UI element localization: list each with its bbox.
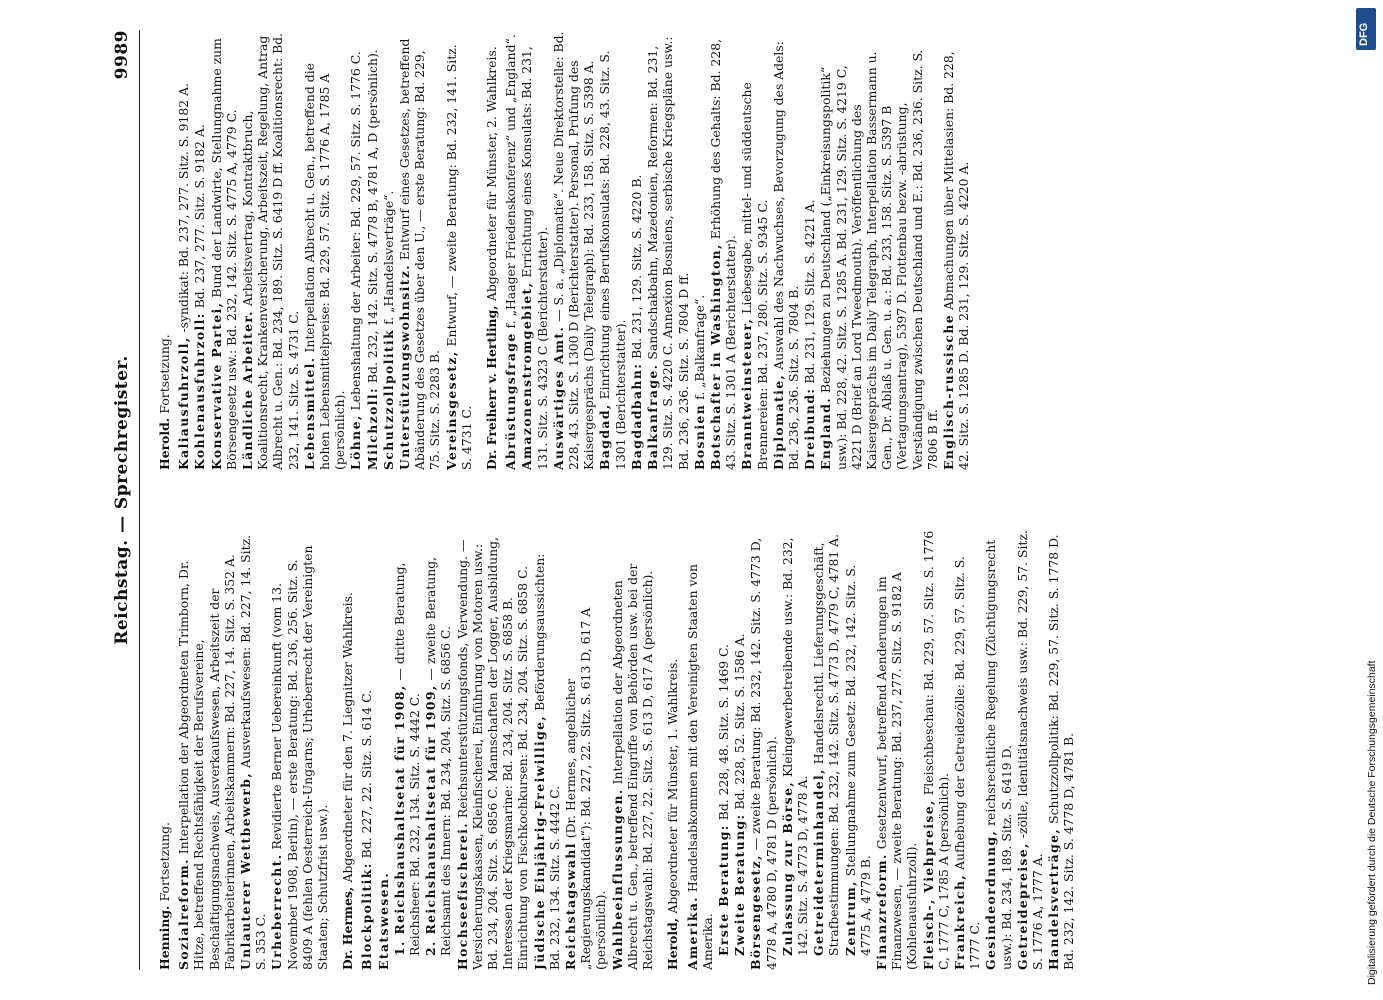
entry-references: Abgeordneter für Münster, 2. Wahlkreis. <box>484 46 500 302</box>
register-person-heading <box>157 30 172 470</box>
entry-keyword: Finanzreform. <box>873 853 889 970</box>
entry-keyword: Bosnien <box>691 403 707 470</box>
entry-keyword: Getreideterminhandel, <box>811 768 827 956</box>
entry-references: Errichtung eines Konsulats: Bd. 231, 131. Sitz. S. 4323 C (Berichterstatter). <box>519 46 550 470</box>
entry-references: — zweite Beratung: Bd. 232, 142. Sitz. S. 4773 D, 4778 A, 4780 D, 4781 D (persönlich). <box>748 537 779 970</box>
register-entry <box>952 530 982 970</box>
entry-keyword: Gesindeordnung, <box>983 829 999 970</box>
entry-keyword: Börsengesetz, <box>748 854 764 970</box>
entry-keyword: Konservative Partei, <box>208 301 224 470</box>
entry-references: Bd. 228, 48. Sitz. S. 1469 C. <box>715 643 731 821</box>
entry-references: Stellungnahme zum Gesetz: Bd. 232, 142. Sitz. S. 4775 A, 4779 B. <box>842 564 873 956</box>
entry-keyword: Blockpolitik: <box>359 862 375 970</box>
entry-references: Sandschakbahn, Mazedonien, Reformen: Bd. 231, 129. Sitz. S. 4220 C. Annexion Bosniens, serbische Kriegspläne usw.: Bd. 236, 236. Sitz. S. 7804 D ff. <box>645 36 691 470</box>
entry-keyword: Dr. Freiherr v. Hertling, <box>484 305 500 470</box>
entry-references: Lebenshaltung der Arbeiter: Bd. 229, 57. Sitz. S. 1776 C. <box>348 51 364 411</box>
register-entry <box>818 30 940 470</box>
entry-references: Gesetzentwurf, betreffend Aenderungen im Finanzwesen, — zweite Beratung: Bd. 237, 277. Sitz. S. 9182 A (Kohlenausfuhrzoll). <box>873 572 920 970</box>
digitization-note <box>1352 0 1380 1000</box>
entry-keyword: Henning. <box>157 905 172 970</box>
register-subentry <box>732 530 747 970</box>
entry-references: Revidierte Berner Uebereinkunft (vom 13. November 1908, Berlin), — erste Beratung: Bd. 236, 256. Sitz. S. 8409 A (fehlen Oesterreich-Ungarns; Urheberrecht der Vereinigten Staaten; Schutzfrist usw.). <box>269 545 331 970</box>
register-entry <box>209 30 239 470</box>
entry-references: Beförderungsaussichten: Bd. 232, 134. Sitz. S. 4442 C. <box>531 553 562 970</box>
entry-references: Abmachungen über Mittelasien: Bd. 228, 42. Sitz. S. 1285 D. Bd. 231, 129. Sitz. S. 4220 A. <box>940 51 972 470</box>
register-subentry <box>780 530 810 970</box>
entry-keyword: Kohlenausfuhrzoll: <box>192 312 208 470</box>
digitization-note-text: Digitalisierung gefördert durch die Deutsche Forschungsgemeinschaft <box>1366 660 1378 985</box>
entry-keyword: Fleisch-, Viehpreise, <box>920 799 936 970</box>
register-entry <box>692 30 707 470</box>
entry-references: Einrichtung eines Berufskonsulats: Bd. 228, 43. Sitz. S. 1301 (Berichterstatter). <box>597 50 628 470</box>
register-entry <box>941 30 971 470</box>
register-person-heading <box>340 530 355 970</box>
register-entry <box>708 30 738 470</box>
register-person-heading <box>484 30 499 470</box>
register-entry <box>192 30 207 470</box>
register-entry <box>532 530 562 970</box>
entry-keyword: England. <box>818 396 834 470</box>
entry-keyword: Herold, <box>665 917 681 970</box>
entry-references: — S. a. „Diplomatie“. Neue Direktorstelle: Bd. 228, 43. Sitz. S. 1300 D (Berichterstatter). Personal, Prüfung des Kaisergesprächs (Daily Telegraph): Bd. 233, 158. Sitz. S. 5398 A. <box>550 31 597 470</box>
entry-keyword: Kaliausfuhrzoll, <box>176 336 192 470</box>
entry-keyword: Balkanfrage. <box>645 363 661 470</box>
entry-references: Bund der Landwirte, Stellungnahme zum Börsengesetz usw.: Bd. 232, 142. Sitz. S. 4775 A, 4779 C. <box>208 38 239 470</box>
entry-keyword: Dr. Hermes, <box>340 886 356 970</box>
page-title: Reichstag. — Sprechregister. <box>112 355 132 645</box>
entry-keyword: Amazonenstromgebiet, <box>519 281 535 470</box>
entry-keyword: Erste Beratung: <box>715 824 731 956</box>
entry-references: — dritte Beratung, Reichsheer: Bd. 232, 134. Sitz. S. 4442 C. <box>391 562 423 956</box>
entry-keyword: Abrüstungsfrage <box>503 332 519 470</box>
entry-references: Fortsetzung. <box>157 334 172 414</box>
entry-references: f. „Handelsverträge“. <box>380 190 396 325</box>
entry-keyword: Unlauterer Wettbewerb, <box>238 771 254 970</box>
entry-references: Bd. 232, 142. Sitz. S. 4778 B, 4781 A, D (persönlich). <box>364 49 380 384</box>
entry-references: Schutzzollpolitik: Bd. 229, 57. Sitz. S. 1778 D. Bd. 232, 142. Sitz. S. 4778 D, 4781 B. <box>1046 534 1077 970</box>
entry-references: Bd. 227, 22. Sitz. S. 614 C. <box>359 689 375 859</box>
entry-keyword: Herold. <box>157 417 172 470</box>
entry-references: Bd. 231, 129. Sitz. S. 4220 B. <box>628 174 644 359</box>
entry-keyword: Etatswesen. <box>375 871 391 970</box>
register-subentry <box>811 530 841 970</box>
entry-keyword: Zulassung zur Börse, <box>779 780 795 956</box>
register-entry <box>645 30 691 470</box>
register-entry <box>238 530 268 970</box>
register-entry <box>597 30 627 470</box>
entry-references: Bd. 237, 277. Sitz. S. 9182 A. <box>192 124 208 309</box>
entry-keyword: Unterstützungswohnsitz. <box>397 264 413 470</box>
entry-keyword: Bagdadbahn: <box>628 362 644 470</box>
register-entry <box>519 30 549 470</box>
page-number: 9989 <box>112 30 132 80</box>
entry-keyword: Getreidepreise, <box>1014 842 1030 970</box>
entry-references: Bd. 231, 129. Sitz. S. 4221 A. <box>802 199 818 384</box>
entry-references: f. „Balkanfrage“. <box>691 294 707 400</box>
register-entry <box>1046 530 1076 970</box>
entry-references: Abgeordneter für den 7. Liegnitzer Wahlkreis. <box>340 592 356 883</box>
entry-references: -zölle, Identitätsnachweis usw.: Bd. 229, 57. Sitz. S. 1776 A, 1777 A. <box>1014 530 1045 970</box>
entry-references: Fleischbeschau: Bd. 229, 57. Sitz. S. 1776 C, 1777 C, 1785 A (persönlich). <box>920 530 951 970</box>
entry-keyword: Sozialreform. <box>176 858 192 970</box>
entry-references: — zweite Beratung, Reichsamt des Innern: Bd. 234, 204. Sitz. S. 6856 C. <box>423 556 454 956</box>
entry-keyword: Englisch-russische <box>940 313 956 470</box>
entry-keyword: 2. Reichshaushaltsetat für 1909, <box>423 684 439 956</box>
entry-references: reichsrechtliche Regelung (Züchtigungsrecht usw.): Bd. 234, 189. Sitz. S. 6419 D. <box>983 539 1014 970</box>
right-column <box>147 30 1383 470</box>
register-entry <box>503 30 518 470</box>
entry-keyword: Vereinsgesetz, <box>443 350 459 470</box>
entry-references: Kleingewerbetreibende usw.: Bd. 232, 142. Sitz. S. 4773 D, 4778 A. <box>779 537 810 956</box>
entry-references: Liebesgabe, mittel- und süddeutsche Brennereien: Bd. 237, 280. Sitz. S. 9345 C. <box>739 82 770 470</box>
entry-references: Interpellation Albrecht u. Gen., betreffend die hohen Lebensmittelpreise: Bd. 229, 57. Sitz. S. 1776 A, 1785 A (persönlich). <box>301 63 348 470</box>
register-entry <box>739 30 769 470</box>
register-subentry <box>423 530 453 970</box>
dfg-logo-icon: DFG <box>1356 8 1376 50</box>
register-entry <box>269 530 330 970</box>
entry-keyword: Frankreich, <box>951 873 967 970</box>
entry-keyword: Zentrum, <box>842 880 858 956</box>
register-entry <box>359 530 374 970</box>
register-entry <box>444 30 474 470</box>
entry-keyword: 1. Reichshaushaltsetat für 1908, <box>391 684 407 956</box>
entry-keyword: Urheberrecht. <box>269 853 285 970</box>
entry-references: Handelsrechtl. Lieferungsgeschäft, Strafbestimmungen: Bd. 232, 142. Sitz. S. 4773 D, 4779 C, 4781 A. <box>811 533 842 956</box>
entry-keyword: Diplomatie, <box>770 373 786 470</box>
register-entry <box>921 530 951 970</box>
entry-references: Reichsunterstützungsfonds, Verwendung. — Versicherungskassen, Kleinfischerei, Einführung von Motoren usw.: Bd. 234, 204. Sitz. S. 6856 C. Mannschaften der Logger, Ausbildung, Interessen der Kriegsmarine: Bd. 234, 204. Sitz. S. 6858 B. Einrichtung von Fischkochkursen: Bd. 234, 204. Sitz. S. 6858 C. <box>454 537 531 970</box>
entry-references: Ausverkaufswesen: Bd. 227, 14. Sitz. S. 353 C. <box>238 534 269 970</box>
entry-keyword: Dreibund: <box>802 387 818 470</box>
entry-keyword: Hochseefischerei. <box>454 822 470 970</box>
entry-references: Fortsetzung. <box>157 822 172 902</box>
register-person-heading <box>665 530 680 970</box>
page-sheet <box>105 30 1383 970</box>
register-entry <box>610 530 656 970</box>
register-entry <box>381 30 396 470</box>
register-entry <box>802 30 817 470</box>
entry-references: Handelsabkommen mit den Vereinigten Staaten von Amerika. <box>684 564 715 970</box>
register-entry <box>455 530 531 970</box>
register-entry <box>365 30 380 470</box>
entry-references: Auswahl des Nachwuchses, Bevorzugung des Adels: Bd. 236, 236. Sitz. S. 7804 B. <box>770 41 801 470</box>
left-column <box>147 530 1383 970</box>
register-entry <box>748 530 778 970</box>
entry-keyword: Auswärtiges Amt. <box>550 325 566 470</box>
register-subentry <box>716 530 731 970</box>
register-subentry <box>843 530 873 970</box>
entry-references: Entwurf eines Gesetzes, betreffend Abänderung des Gesetzes über den U., — erste Beratung: Bd. 229, 75. Sitz. S. 2283 B. <box>397 38 443 470</box>
entry-references: Aufhebung der Getreidezölle: Bd. 229, 57. Sitz. S. 1777 C. <box>951 556 983 970</box>
entry-references: Entwurf, — zweite Beratung: Bd. 232, 141. Sitz. S. 4731 C. <box>443 44 474 470</box>
register-entry <box>240 30 301 470</box>
register-entry <box>376 530 391 970</box>
entry-keyword: Lebensmittel. <box>301 356 317 470</box>
entry-references: -syndikat: Bd. 237, 277. Sitz. S. 9182 A. <box>176 83 192 333</box>
entry-references: f. „Haager Friedenskonferenz“ und „England“. <box>503 34 519 329</box>
register-entry <box>874 530 920 970</box>
entry-keyword: Amerika. <box>684 896 700 970</box>
register-entry <box>685 530 715 970</box>
register-entry <box>348 30 363 470</box>
register-person-heading <box>157 530 172 970</box>
entry-keyword: Handelsverträge, <box>1046 827 1062 970</box>
entry-references: Interpellation der Abgeordneten Trimborn, Dr. Hitze, betreffend Rechtsfähigkeit der Berufsvereine, Beschäftigungsnachweis, Ausverkaufswesen, Arbeitszeit der Fabrikarbeiterinnen, Arbeitskammern: Bd. 227, 14. Sitz. S. 352 A. <box>176 554 237 970</box>
entry-keyword: Botschafter in Washington, <box>707 243 723 470</box>
register-entry <box>629 30 644 470</box>
register-entry <box>176 530 237 970</box>
register-entry <box>302 30 348 470</box>
entry-references: Beziehungen zu Deutschland („Einkreisungspolitik“ usw.): Bd. 228, 42. Sitz. S. 1285 A. Bd. 231, 129. Sitz. S. 4219 C, 4221 D (Brief an Lord Tweedmouth). Veröffentlichung des Kaisergesprächs im Daily Telegraph, Interpellation Bassermann u. Gen., Dr. Ablaß u. Gen. u. a.: Bd. 233, 158. Sitz. S. 5397 B (Vertagungsantrag), 5397 D. Flottenbau bezw. -abrüstung, Verständigung zwischen Deutschland und E.: Bd. 236, 236. Sitz. S. 7806 B ff. <box>818 49 940 470</box>
register-entry <box>983 530 1013 970</box>
entry-keyword: Wahlbeeinflussungen. <box>609 788 625 970</box>
register-entry <box>563 530 609 970</box>
register-entry <box>771 30 801 470</box>
entry-keyword: Zweite Beratung: <box>732 813 748 956</box>
entry-keyword: Reichstagswahl <box>563 842 579 970</box>
entry-keyword: Milchzoll: <box>364 387 380 470</box>
entry-keyword: Bagdad, <box>597 403 613 470</box>
entry-references: Bd. 228, 52. Sitz. S. 1586 A. <box>732 633 748 810</box>
register-entry <box>176 30 191 470</box>
entry-keyword: Jüdische Einjährig-Freiwillige, <box>531 714 547 970</box>
entry-keyword: Schutzzollpolitik <box>380 328 396 470</box>
register-entry <box>397 30 443 470</box>
register-entry <box>551 30 597 470</box>
running-head <box>105 30 140 970</box>
entry-keyword: Ländliche Arbeiter. <box>240 310 256 470</box>
entry-references: (Dr. Hermes, angeblicher „Regierungskandidat“): Bd. 227, 22. Sitz. S. 613 D, 617 A (persönlich). <box>563 607 609 970</box>
entry-references: Abgeordneter für Münster, 1. Wahlkreis. <box>665 658 681 914</box>
register-subentry <box>392 530 422 970</box>
entry-references: Interpellation der Abgeordneten Albrecht u. Gen., betreffend Eingriffe von Behörden usw. bei der Reichstagswahl: Bd. 227, 22. Sitz. S. 613 D, 617 A (persönlich). <box>609 563 656 970</box>
register-entry <box>1015 530 1045 970</box>
entry-keyword: Löhne, <box>348 414 364 470</box>
entry-references: Arbeitsvertrag, Kontraktbruch, Koalitionsrecht, Krankenversicherung, Arbeitszeit, Regelung, Antrag Albrecht u. Gen.: Bd. 234, 189. Sitz. S. 6419 D ff. Koalitionsrecht: Bd. 232, 141. Sitz. S. 4731 C. <box>240 32 301 470</box>
entry-keyword: Branntweinsteuer, <box>739 317 755 470</box>
entry-references: Erhöhung des Gehalts: Bd. 228, 43. Sitz. S. 1301 A (Berichterstatter). <box>707 38 739 470</box>
